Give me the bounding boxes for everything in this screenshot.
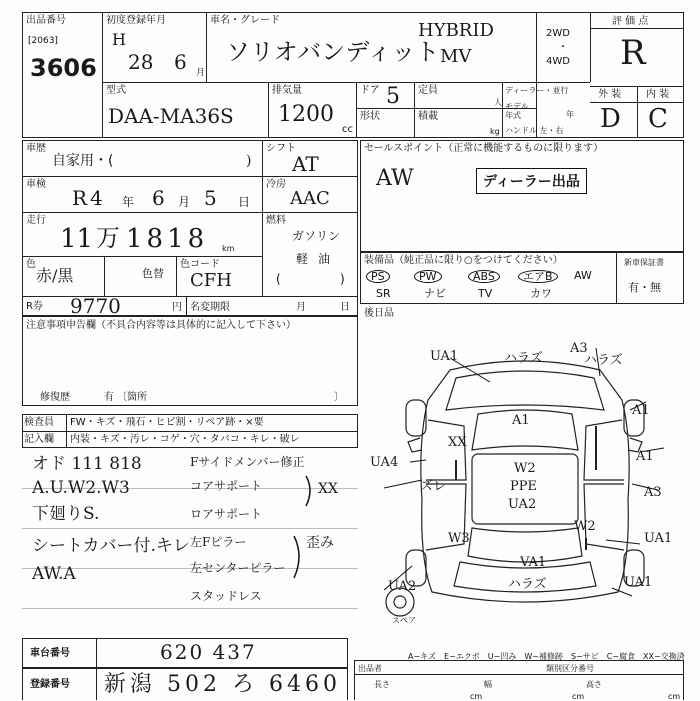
equipment-item: SR <box>376 287 391 300</box>
warranty-value: 有・無 <box>628 281 661 294</box>
height-label: 高さ <box>586 680 602 689</box>
color-code-value: CFH <box>190 270 232 291</box>
damage-label: W3 <box>448 531 470 546</box>
model-year-label: モデル年式 <box>505 102 529 120</box>
recycle-label: R券 <box>26 301 43 312</box>
spare-label: スペア <box>392 616 416 625</box>
color-value: 赤/黒 <box>36 266 74 285</box>
fuel-value: ガソリン <box>292 229 341 243</box>
fuel-label: 燃料 <box>266 215 286 226</box>
equipment-item: AW <box>574 269 592 282</box>
shift-label: シフト <box>266 143 296 154</box>
inspection-month: 6 <box>152 186 165 210</box>
ac-value: AAC <box>290 188 330 209</box>
year-unit: 年 <box>122 195 135 209</box>
inspection-label: 車検 <box>26 179 46 190</box>
damage-label: UA2 <box>508 497 537 512</box>
dealer-label: ディーラー・並行 <box>505 86 569 95</box>
exterior-label: 外 装 <box>598 89 622 100</box>
remark-line: A.U.W2.W3 <box>32 478 130 498</box>
tax-month-unit: 月 <box>296 302 306 313</box>
remark-line: 左Fピラー <box>190 535 247 549</box>
mileage-man: 11 <box>60 224 94 254</box>
color-label: 色 <box>26 259 36 270</box>
displacement-label: 排気量 <box>272 85 302 96</box>
width-label: 幅 <box>484 680 492 689</box>
remark-line: 左センターピラー <box>190 561 286 575</box>
repair-label: 修復歴 <box>40 392 70 403</box>
damage-label: A3 <box>644 485 662 500</box>
repair-close: 〕 <box>334 392 344 403</box>
damage-label: ハラズ <box>508 577 547 592</box>
remark-line: シートカバー付.キレ <box>32 536 190 556</box>
later-docs-label: 後日品 <box>364 308 394 319</box>
inspection-month-unit: 月 <box>178 195 191 209</box>
fuel-oil: 油 <box>318 252 331 266</box>
damage-label: VA1 <box>520 555 547 570</box>
fuel-paren-close: ) <box>340 272 345 286</box>
cm-unit-1: cm <box>470 692 483 701</box>
chassis-number: 620 437 <box>160 640 257 664</box>
legend: A−キズ E−エクボ U−凹み W−補修跡 S−サビ C−腐食 XX−交換済 <box>408 652 685 661</box>
equipment-item: PW <box>414 270 442 283</box>
color-code-label: 色コード <box>180 259 220 270</box>
length-label: 長さ <box>374 680 390 689</box>
remark-line: ロアサポート <box>190 507 263 521</box>
interior-label: 内 装 <box>646 89 670 100</box>
handle-label: ハンドル 左・右 <box>505 126 564 135</box>
remark-line: コアサポート <box>190 479 263 493</box>
repair-value: 有 〔箇所 <box>104 392 148 403</box>
exterior-grade: D <box>600 104 621 134</box>
tax-day-unit: 日 <box>340 302 350 313</box>
remark-line: 下廻りS. <box>32 504 100 524</box>
drive-dot: ・ <box>558 42 568 53</box>
damage-label: A1 <box>512 413 530 428</box>
damage-label: A3 <box>570 341 588 356</box>
equipment-item: エアB <box>518 270 558 283</box>
lot-sub: [2063] <box>28 36 58 46</box>
remark-line: Fサイドメンバー修正 <box>190 455 305 469</box>
inspector-row-1: FW・キズ・飛石・ヒビ割・リペア跡・×要 <box>70 417 264 428</box>
score-label: 評 価 点 <box>612 16 649 27</box>
grade-line1: HYBRID <box>418 20 494 41</box>
equipment-item: カワ <box>530 287 552 300</box>
size-frame <box>354 660 684 700</box>
first-reg-era: H <box>112 30 126 49</box>
warranty-label: 新車保証書 <box>624 258 664 267</box>
damage-label: W2 <box>514 461 536 476</box>
person-unit: 人 <box>494 98 502 107</box>
mileage-label: 走行 <box>26 215 46 226</box>
usage-value: 自家用・( <box>52 153 114 169</box>
capacity-label: 定員 <box>418 85 438 96</box>
reg-value: 新潟 502 ろ 6460 <box>104 672 341 697</box>
inspection-day: 5 <box>204 186 217 210</box>
cc-unit: cc <box>342 124 353 135</box>
usage-label: 車歴 <box>26 143 46 154</box>
drive-4wd: 4WD <box>546 56 570 67</box>
first-reg-year: 28 <box>128 50 154 74</box>
model-year-unit: 年 <box>566 110 574 119</box>
damage-label: ズレ <box>420 479 447 494</box>
man-unit: 万 <box>96 224 120 252</box>
inspection-year: 4 <box>90 186 103 210</box>
remarks-bend: 歪み <box>306 535 334 551</box>
yen-unit: 円 <box>172 302 182 313</box>
chassis-label: 車台番号 <box>30 648 70 659</box>
damage-label: A1 <box>636 449 654 464</box>
kg-unit: kg <box>490 127 500 136</box>
shape-label: 形状 <box>360 111 380 122</box>
door-label: ドア <box>360 85 380 96</box>
cm-unit-3: cm <box>668 692 681 701</box>
damage-label: ハラズ <box>504 351 543 366</box>
mileage-rest: 1818 <box>126 224 209 254</box>
damage-label: A1 <box>632 403 650 418</box>
damage-label: ハラズ <box>584 353 623 368</box>
dealer-badge: ディーラー出品 <box>476 168 587 194</box>
score-value: R <box>620 33 646 73</box>
damage-label: UA1 <box>624 575 653 590</box>
name-label: 車名・グレード <box>210 15 280 26</box>
first-reg-label: 初度登録年月 <box>106 15 166 26</box>
selling-points-value: AW <box>376 166 414 191</box>
inspection-era: R <box>72 186 88 210</box>
cm-unit-2: cm <box>572 692 585 701</box>
remarks-xx: XX <box>318 481 338 497</box>
notes-label: 注意事項申告欄（不具合内容等は具体的に記入して下さい） <box>26 320 296 331</box>
grade-line2: MV <box>440 46 472 67</box>
lot-label: 出品番号 <box>26 15 66 26</box>
selling-points-label: セールスポイント（正常に機能するものに限ります） <box>364 143 604 154</box>
load-label: 積載 <box>418 111 438 122</box>
damage-label: PPE <box>510 479 537 494</box>
inspector-label-2: 記入欄 <box>24 434 54 445</box>
shift-value: AT <box>292 152 319 176</box>
damage-label: UA1 <box>430 349 459 364</box>
km-unit: km <box>222 244 235 253</box>
reg-label: 登録番号 <box>30 679 70 690</box>
model-label: 型式 <box>106 85 126 96</box>
day-unit: 日 <box>238 195 251 209</box>
inspector-row-2: 内装・キズ・汚レ・コゲ・穴・タバコ・キレ・破レ <box>70 434 300 445</box>
usage-close: ) <box>246 153 252 169</box>
recycle-amount: 9770 <box>70 294 121 318</box>
size-label-2: 類別区分番号 <box>546 664 594 673</box>
drive-2wd: 2WD <box>546 28 570 39</box>
car-name: ソリオバンディット <box>226 38 440 66</box>
fuel-paren-open: ( <box>276 272 281 286</box>
equipment-label: 装備品（純正品に限り○をつけてください） <box>364 255 563 266</box>
displacement-value: 1200 <box>278 102 334 127</box>
equipment-item: TV <box>478 287 493 300</box>
lot-number: 3606 <box>30 54 97 82</box>
month-unit: 月 <box>196 68 206 78</box>
remark-line: AW.A <box>32 564 76 584</box>
damage-label: UA1 <box>644 531 673 546</box>
damage-label: XX <box>448 435 467 450</box>
door-value: 5 <box>386 84 400 109</box>
equipment-item: ABS <box>468 270 500 283</box>
size-label-1: 出品者 <box>358 664 382 673</box>
interior-grade: C <box>648 104 668 134</box>
damage-label: UA2 <box>388 579 417 594</box>
inspector-label-1: 検査員 <box>24 417 54 428</box>
damage-label: UA4 <box>370 455 399 470</box>
tax-label: 名変期限 <box>190 302 230 313</box>
first-reg-month: 6 <box>174 50 187 74</box>
remark-line: オド 111 818 <box>32 454 142 474</box>
equipment-item: PS <box>366 270 390 283</box>
fuel-light: 軽 <box>296 252 309 266</box>
damage-label: W2 <box>574 519 596 534</box>
equipment-item: ナビ <box>424 287 446 300</box>
model-value: DAA-MA36S <box>108 104 234 128</box>
remark-line: スタッドレス <box>190 589 262 603</box>
ac-label: 冷房 <box>266 179 286 190</box>
color-change-label: 色替 <box>142 267 164 280</box>
